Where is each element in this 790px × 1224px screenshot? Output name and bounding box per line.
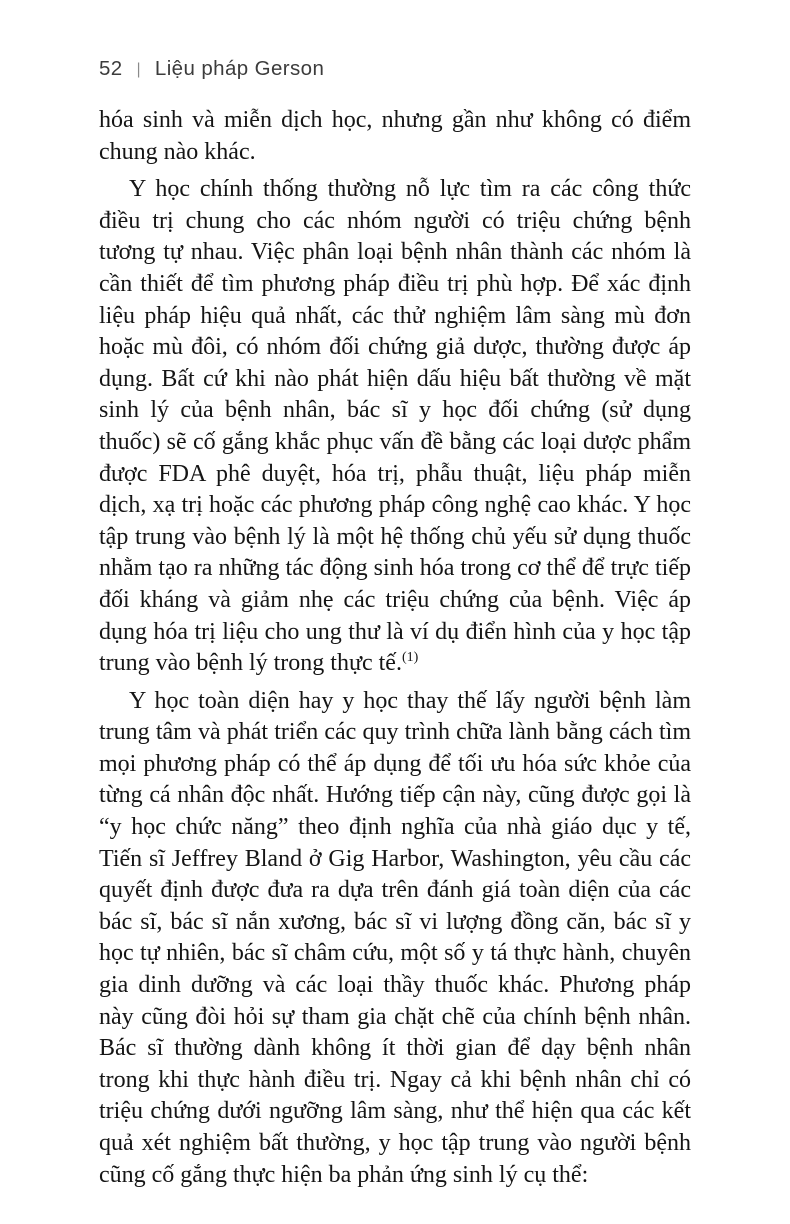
paragraph-text: Y học chính thống thường nỗ lực tìm ra các công thức điều trị chung cho các nhóm người có triệu chứng bệnh tương tự nhau. Việc phân loại bệnh nhân thành các nhóm là cần thiết để tìm phương pháp điều trị phù hợp. Để xác định liệu pháp hiệu quả nhất, các thử nghiệm lâm sàng mù đơn hoặc mù đôi, có nhóm đối chứng giả dược, thường được áp dụng. Bất cứ khi nào phát hiện dấu hiệu bất thường về mặt sinh lý của bệnh nhân, bác sĩ y học đối chứng (sử dụng thuốc) sẽ cố gắng khắc phục vấn đề bằng các loại dược phẩm được FDA phê duyệt, hóa trị, phẫu thuật, liệu pháp miễn dịch, xạ trị hoặc các phương pháp công nghệ cao khác. Y học tập trung vào bệnh lý là một hệ thống chủ yếu sử dụng thuốc nhằm tạo ra những tác động sinh hóa trong cơ thể để trực tiếp đối kháng và giảm nhẹ các triệu chứng của bệnh. Việc áp dụng hóa trị liệu cho ung thư là ví dụ điển hình của y học tập trung vào bệnh lý trong thực tế.: [99, 176, 691, 677]
paragraph: [99, 174, 691, 680]
paragraph-continuation: hóa sinh và miễn dịch học, nhưng gần như không có điểm chung nào khác.: [99, 107, 691, 165]
page-number: 52: [99, 57, 123, 80]
paragraph: Y học toàn diện hay y học thay thế lấy người bệnh làm trung tâm và phát triển các quy trình chữa lành bằng cách tìm mọi phương pháp có thể áp dụng để tối ưu hóa sức khỏe của từng cá nhân độc nhất. Hướng tiếp cận này, cũng được gọi là “y học chức năng” theo định nghĩa của nhà giáo dục y tế, Tiến sĩ Jeffrey Bland ở Gig Harbor, Washington, yêu cầu các quyết định được đưa ra dựa trên đánh giá toàn diện của các bác sĩ, bác sĩ nắn xương, bác sĩ vi lượng đồng căn, bác sĩ y học tự nhiên, bác sĩ châm cứu, một số y tá thực hành, chuyên gia dinh dưỡng và các loại thầy thuốc khác. Phương pháp này cũng đòi hỏi sự tham gia chặt chẽ của chính bệnh nhân. Bác sĩ thường dành không ít thời gian để dạy bệnh nhân trong khi thực hành điều trị. Ngay cả khi bệnh nhân chỉ có triệu chứng dưới ngưỡng lâm sàng, như thể hiện qua các kết quả xét nghiệm bất thường, y học tập trung vào người bệnh cũng cố gắng thực hiện ba phản ứng sinh lý cụ thể:: [99, 687, 691, 1188]
footnote-marker: (1): [401, 650, 419, 666]
running-header: [99, 57, 324, 81]
header-separator: |: [136, 60, 141, 78]
book-title: Liệu pháp Gerson: [154, 57, 325, 80]
body-text: [99, 105, 691, 1191]
